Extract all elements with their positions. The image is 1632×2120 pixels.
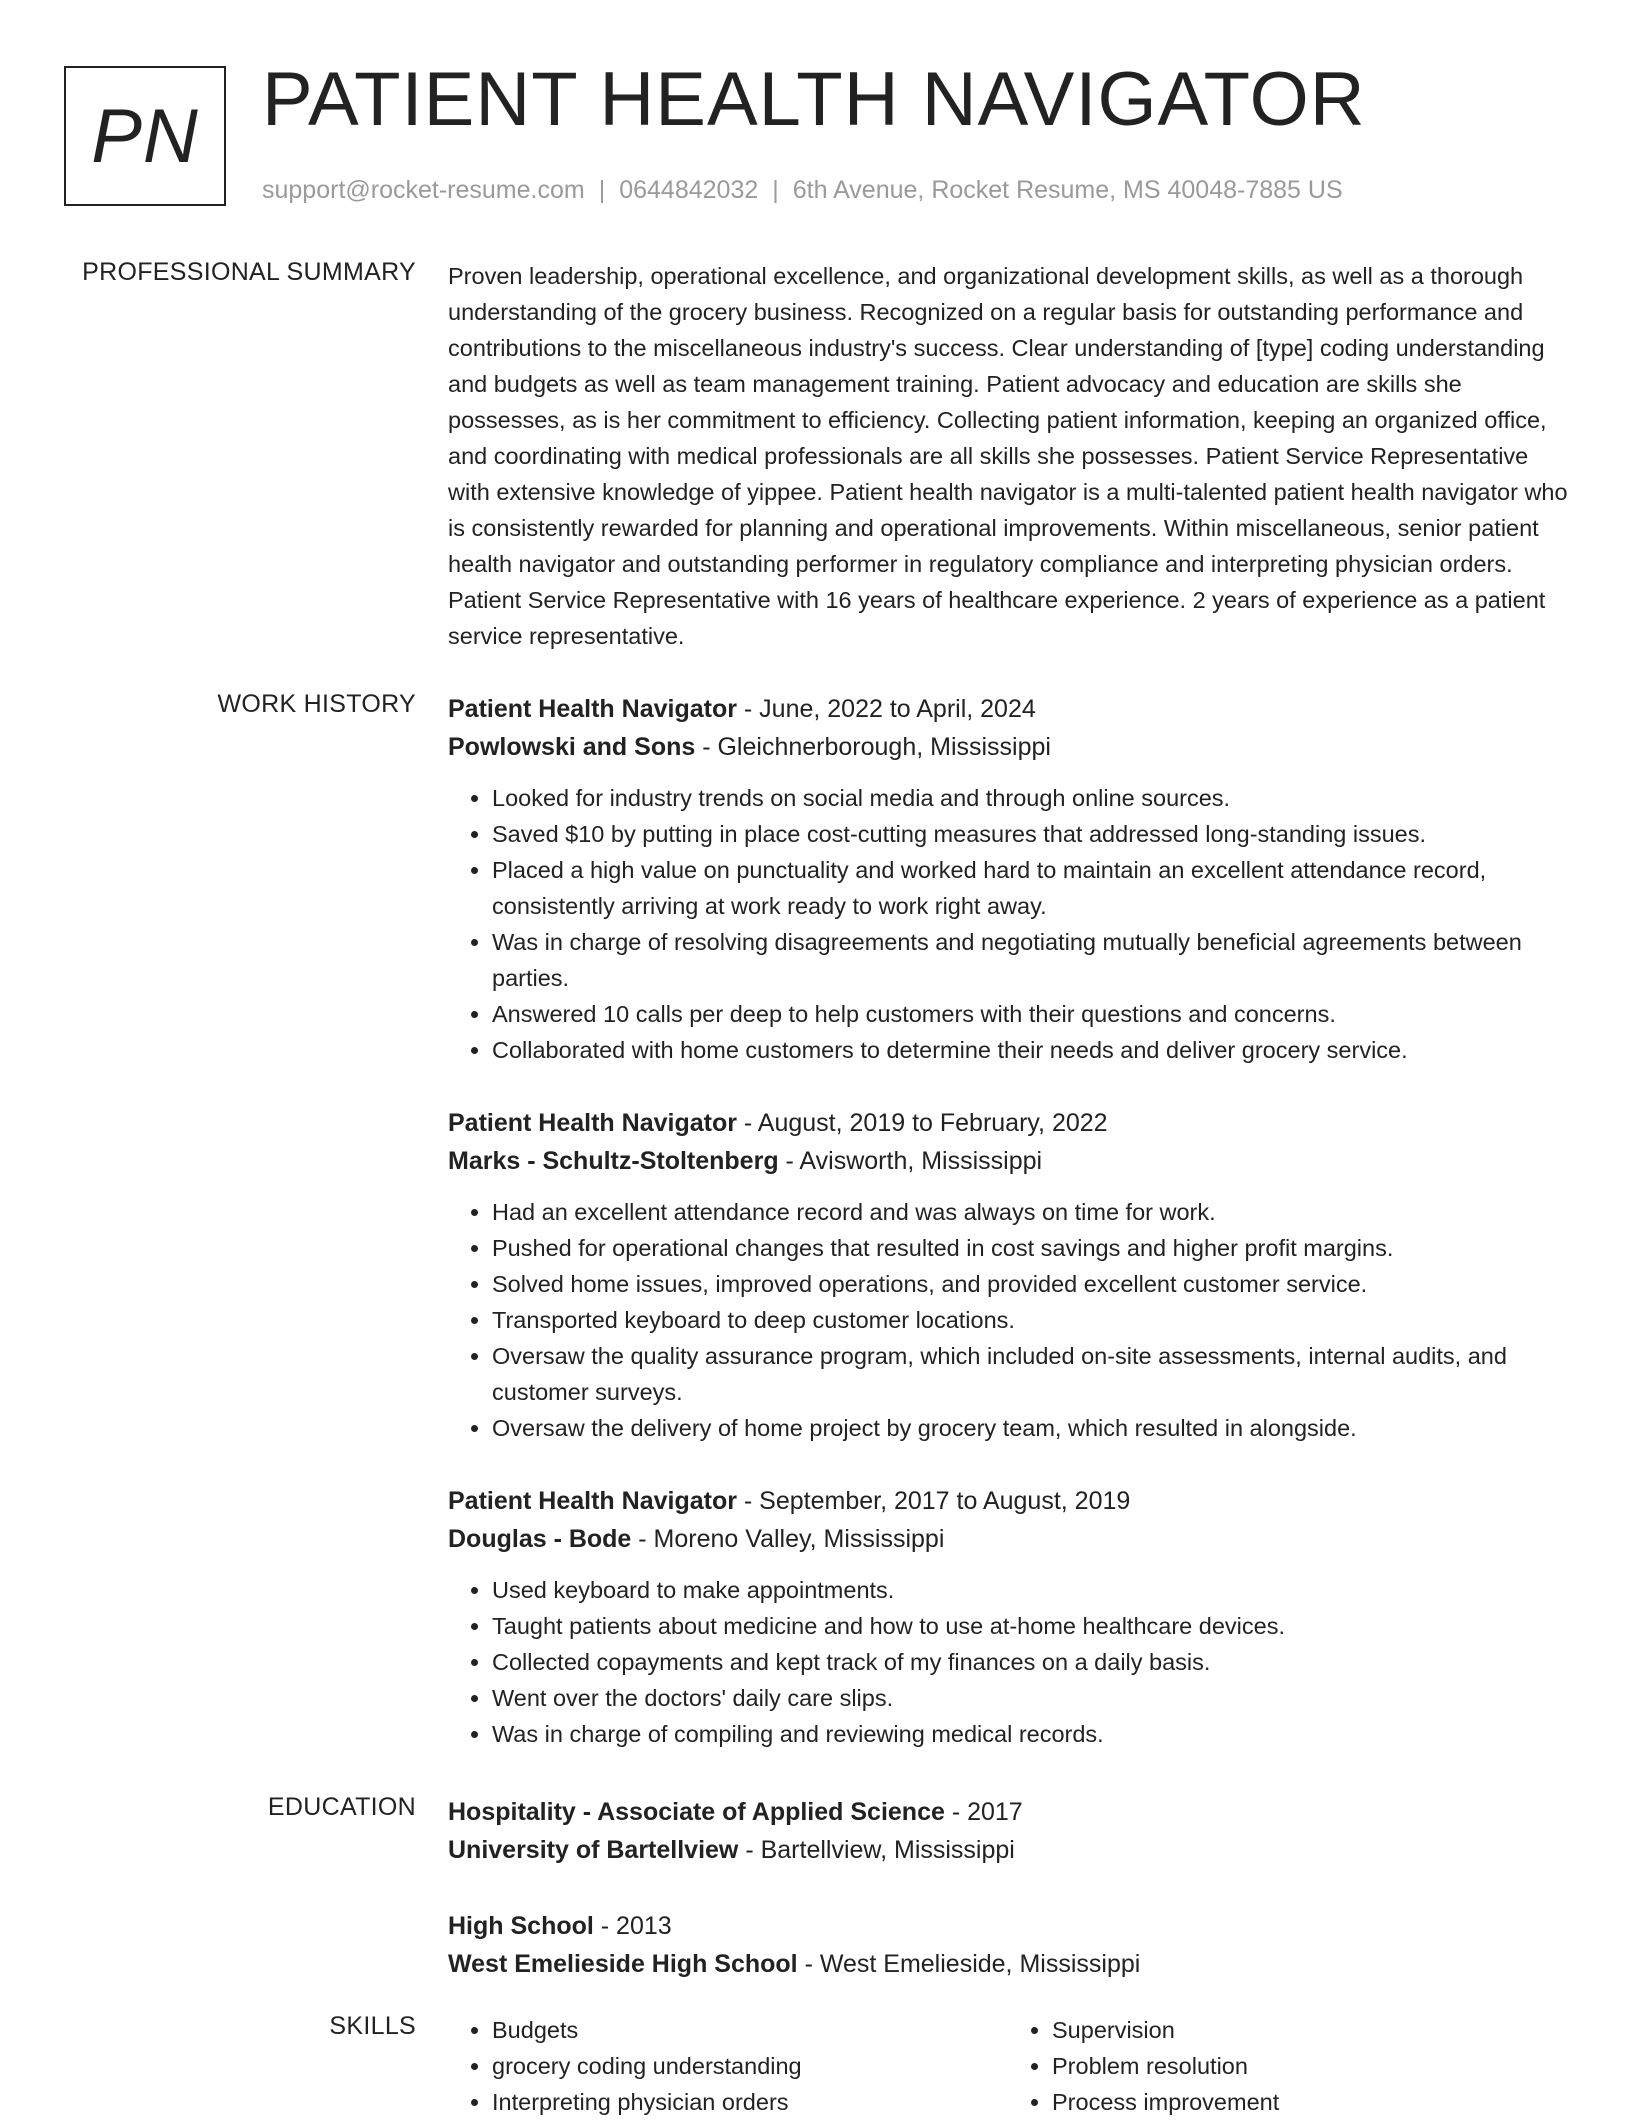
job-company-line (448, 1520, 1568, 1558)
job-company: Douglas - Bode (448, 1525, 632, 1553)
contact-separator: | (598, 176, 606, 204)
contact-separator: | (772, 176, 779, 204)
contact-line (262, 176, 1343, 205)
education-degree: High School (448, 1912, 594, 1940)
job-title-line (448, 690, 1568, 728)
job-location: - Moreno Valley, Mississippi (631, 1525, 945, 1553)
job-entry (448, 1104, 1568, 1446)
skill-item: • Interpreting physician orders (492, 2084, 1008, 2120)
skills-body (448, 2012, 1568, 2120)
bullet-item: • Oversaw the quality assurance program, which included on-site assessments, internal audits, and customer surveys. (492, 1338, 1568, 1410)
job-dates: - June, 2022 to April, 2024 (736, 695, 1036, 723)
education-location: - West Emelieside, Mississippi (797, 1950, 1141, 1978)
education-school-line (448, 1831, 1568, 1869)
resume-title: PATIENT HEALTH NAVIGATOR (262, 57, 1366, 142)
education-body (448, 1793, 1568, 2021)
skills-column-left (448, 2012, 1008, 2120)
job-bullets (448, 780, 1568, 1068)
contact-phone: 0644842032 (619, 176, 759, 204)
education-degree: Hospitality - Associate of Applied Science (448, 1798, 945, 1826)
bullet-item: • Transported keyboard to deep customer locations. (492, 1302, 1568, 1338)
education-year: - 2013 (593, 1912, 672, 1940)
bullet-item: • Solved home issues, improved operations, and provided excellent customer service. (492, 1266, 1568, 1302)
job-title: Patient Health Navigator (448, 1109, 737, 1137)
skills-grid (448, 2012, 1568, 2120)
bullet-item: • Used keyboard to make appointments. (492, 1572, 1568, 1608)
bullet-item: • Collected copayments and kept track of my finances on a daily basis. (492, 1644, 1568, 1680)
job-dates: - August, 2019 to February, 2022 (736, 1109, 1108, 1137)
job-title: Patient Health Navigator (448, 695, 737, 723)
job-company: Marks - Schultz-Stoltenberg (448, 1147, 779, 1175)
job-entry (448, 690, 1568, 1068)
education-year: - 2017 (944, 1798, 1023, 1826)
monogram-badge: PN (64, 66, 226, 206)
skills-column-right (1008, 2012, 1568, 2120)
bullet-item: • Had an excellent attendance record and was always on time for work. (492, 1194, 1568, 1230)
bullet-item: • Looked for industry trends on social media and through online sources. (492, 780, 1568, 816)
section-label-education: EDUCATION (267, 1793, 416, 1821)
job-title: Patient Health Navigator (448, 1487, 737, 1515)
job-bullets (448, 1572, 1568, 1752)
bullet-item: • Was in charge of resolving disagreements and negotiating mutually beneficial agreements between parties. (492, 924, 1568, 996)
summary-body (448, 258, 1568, 654)
education-school: University of Bartellview (448, 1836, 739, 1864)
bullet-item: • Was in charge of compiling and reviewing medical records. (492, 1716, 1568, 1752)
job-title-line (448, 1104, 1568, 1142)
bullet-item: • Saved $10 by putting in place cost-cutting measures that addressed long-standing issues. (492, 816, 1568, 852)
job-company: Powlowski and Sons (448, 733, 696, 761)
skill-item: • Supervision (1052, 2012, 1568, 2048)
education-degree-line (448, 1793, 1568, 1831)
work-body (448, 690, 1568, 1788)
contact-address: 6th Avenue, Rocket Resume, MS 40048-7885 US (792, 176, 1343, 204)
bullet-item: • Went over the doctors' daily care slips. (492, 1680, 1568, 1716)
skill-item: • Process improvement (1052, 2084, 1568, 2120)
job-company-line (448, 1142, 1568, 1180)
section-label-work: WORK HISTORY (217, 690, 416, 718)
education-location: - Bartellview, Mississippi (738, 1836, 1015, 1864)
education-school: West Emelieside High School (448, 1950, 798, 1978)
job-location: - Avisworth, Mississippi (778, 1147, 1043, 1175)
bullet-item: • Pushed for operational changes that resulted in cost savings and higher profit margins. (492, 1230, 1568, 1266)
job-location: - Gleichnerborough, Mississippi (695, 733, 1051, 761)
job-company-line (448, 728, 1568, 766)
job-dates: - September, 2017 to August, 2019 (736, 1487, 1131, 1515)
summary-text: Proven leadership, operational excellence, and organizational development skills, as well as a thorough understanding of the grocery business. Recognized on a regular basis for outstanding performance and contributions to the miscellaneous industry's success. Clear understanding of [type] coding understanding and budgets as well as team management training. Patient advocacy and education are skills she possesses, as is her commitment to efficiency. Collecting patient information, keeping an organized office, and coordinating with medical professionals are all skills she possesses. Patient Service Representative with extensive knowledge of yippee. Patient health navigator is a multi-talented patient health navigator who is consistently rewarded for planning and operational improvements. Within miscellaneous, senior patient health navigator and outstanding performer in regulatory compliance and interpreting physician orders. Patient Service Representative with 16 years of healthcare experience. 2 years of experience as a patient service representative. (448, 263, 1568, 649)
bullet-item: • Taught patients about medicine and how to use at-home healthcare devices. (492, 1608, 1568, 1644)
education-entry (448, 1793, 1568, 1869)
skill-item: • grocery coding understanding (492, 2048, 1008, 2084)
bullet-item: • Answered 10 calls per deep to help customers with their questions and concerns. (492, 996, 1568, 1032)
bullet-item: • Collaborated with home customers to determine their needs and deliver grocery service. (492, 1032, 1568, 1068)
bullet-item: • Placed a high value on punctuality and worked hard to maintain an excellent attendance record, consistently arriving at work ready to work right away. (492, 852, 1568, 924)
bullet-item: • Oversaw the delivery of home project by grocery team, which resulted in alongside. (492, 1410, 1568, 1446)
job-title-line (448, 1482, 1568, 1520)
education-entry (448, 1907, 1568, 1983)
section-label-skills: SKILLS (329, 2012, 416, 2040)
skill-item: • Budgets (492, 2012, 1008, 2048)
contact-email: support@rocket-resume.com (262, 176, 585, 204)
job-entry (448, 1482, 1568, 1752)
skill-item: • Problem resolution (1052, 2048, 1568, 2084)
education-school-line (448, 1945, 1568, 1983)
job-bullets (448, 1194, 1568, 1446)
section-label-summary: PROFESSIONAL SUMMARY (82, 258, 416, 286)
education-degree-line (448, 1907, 1568, 1945)
